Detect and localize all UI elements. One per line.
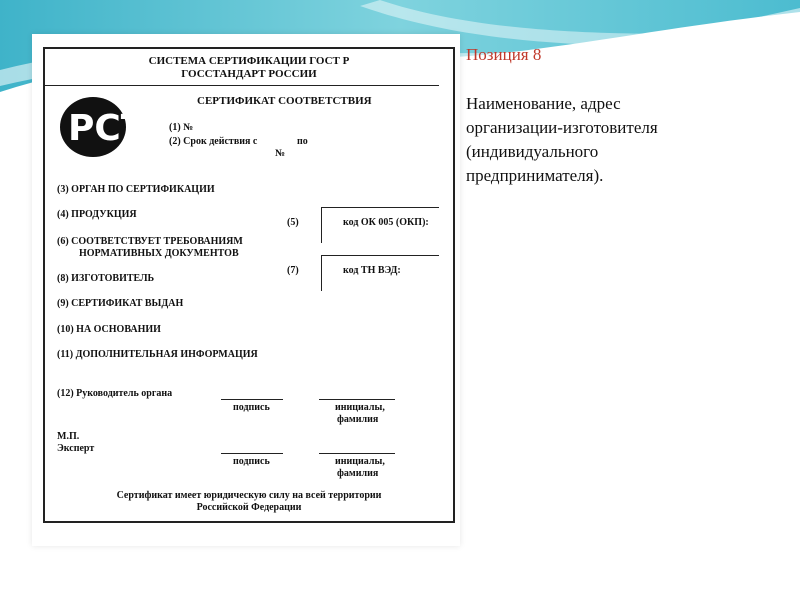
field-6-line1: (6) СООТВЕТСТВУЕТ ТРЕБОВАНИЯМ xyxy=(57,236,243,247)
field-6-line2: НОРМАТИВНЫХ ДОКУМЕНТОВ xyxy=(79,248,239,259)
description-line-4: предпринимателя). xyxy=(466,166,604,185)
signature-label-1: подпись xyxy=(233,402,270,413)
signature-label-2: подпись xyxy=(233,456,270,467)
certificate-form xyxy=(43,47,455,523)
header-rule xyxy=(45,85,439,86)
field-4-product: (4) ПРОДУКЦИЯ xyxy=(57,209,137,220)
field-7-box-top xyxy=(321,255,439,256)
field-7-label: (7) xyxy=(287,265,299,276)
expert-label: Эксперт xyxy=(57,443,95,454)
certificate-title: СЕРТИФИКАТ СООТВЕТСТВИЯ xyxy=(197,95,372,107)
signature-line-2 xyxy=(221,453,283,454)
initials-label-1b: фамилия xyxy=(337,414,379,425)
logo-text: РСТ xyxy=(68,108,146,149)
field-2-to: по xyxy=(297,136,308,147)
description-line-3: (индивидуального xyxy=(466,142,599,161)
field-5-box-top xyxy=(321,207,439,208)
position-title: Позиция 8 xyxy=(466,45,542,64)
field-7-code: код ТН ВЭД: xyxy=(343,265,401,276)
field-2-validity: (2) Срок действия с xyxy=(169,136,258,147)
field-3-cert-body: (3) ОРГАН ПО СЕРТИФИКАЦИИ xyxy=(57,184,215,195)
field-7-box-left xyxy=(321,255,322,291)
initials-label-1a: инициалы, xyxy=(335,402,385,413)
footer-line2: Российской Федерации xyxy=(196,502,302,513)
field-8-manufacturer: (8) ИЗГОТОВИТЕЛЬ xyxy=(57,273,155,284)
description-line-2: организации-изготовителя xyxy=(466,118,658,137)
field-1-number: (1) № xyxy=(169,122,194,133)
field-5-label: (5) xyxy=(287,217,299,228)
field-2-number: № xyxy=(275,148,286,159)
certificate-header-line1: СИСТЕМА СЕРТИФИКАЦИИ ГОСТ Р xyxy=(148,55,350,67)
signature-line-1 xyxy=(221,399,283,400)
footer-line1: Сертификат имеет юридическую силу на всей территории xyxy=(116,490,382,501)
field-5-code: код ОК 005 (ОКП): xyxy=(343,217,429,228)
certificate-header-line2: ГОССТАНДАРТ РОССИИ xyxy=(181,68,317,80)
description-line-1: Наименование, адрес xyxy=(466,94,621,113)
field-11-extra-info: (11) ДОПОЛНИТЕЛЬНАЯ ИНФОРМАЦИЯ xyxy=(57,349,258,360)
initials-line-2 xyxy=(319,453,395,454)
stamp-place: М.П. xyxy=(57,431,80,442)
rst-logo-icon xyxy=(59,96,146,158)
initials-label-2a: инициалы, xyxy=(335,456,385,467)
field-9-issued-to: (9) СЕРТИФИКАТ ВЫДАН xyxy=(57,298,184,309)
field-5-box-left xyxy=(321,207,322,243)
field-10-basis: (10) НА ОСНОВАНИИ xyxy=(57,324,161,335)
initials-label-2b: фамилия xyxy=(337,468,379,479)
field-12-head: (12) Руководитель органа xyxy=(57,388,173,399)
position-description xyxy=(466,92,766,188)
initials-line-1 xyxy=(319,399,395,400)
